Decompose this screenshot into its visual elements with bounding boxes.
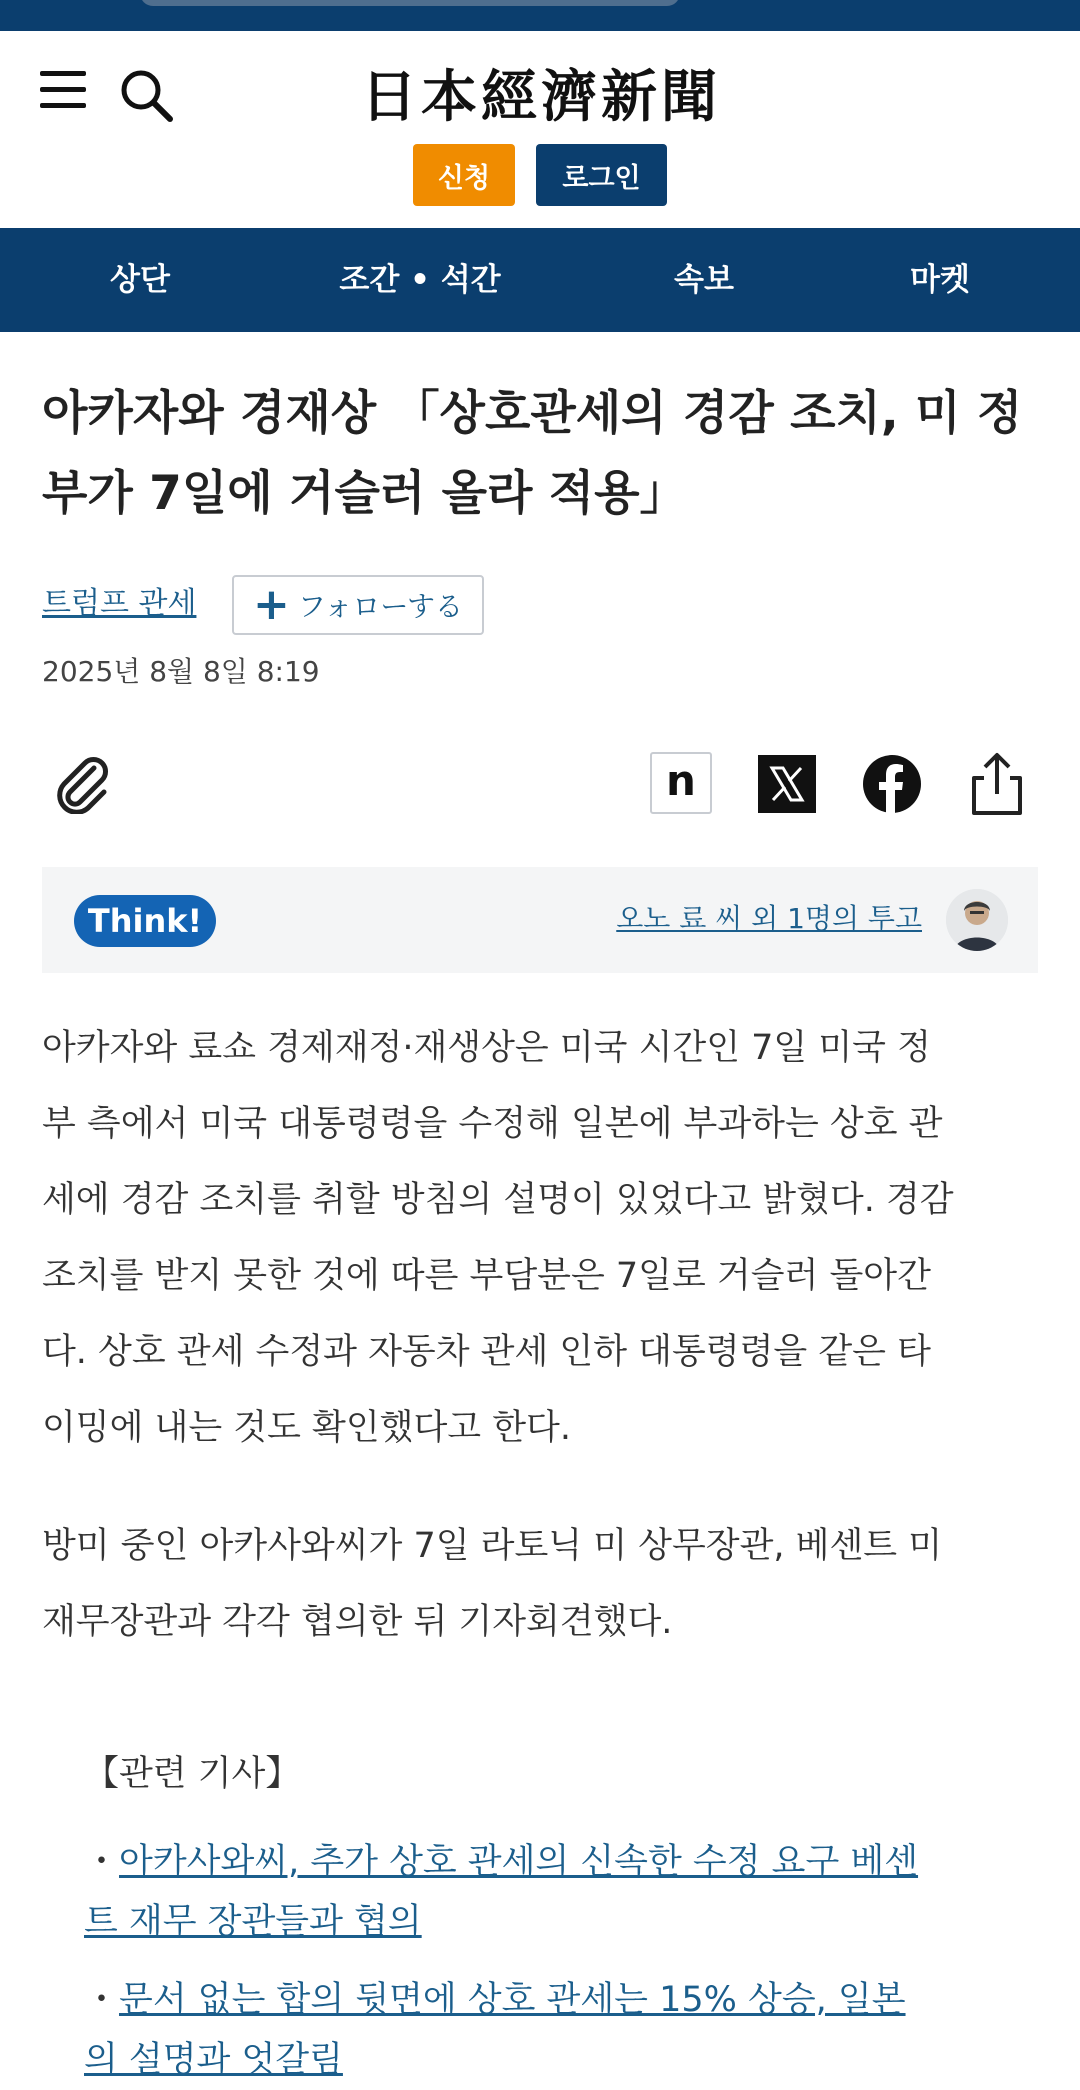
paragraph-line: 재무장관과 각각 협의한 뒤 기자회견했다. bbox=[42, 1602, 673, 1642]
status-strip bbox=[0, 0, 1080, 31]
nav-item-top[interactable]: 상단 bbox=[110, 262, 170, 298]
related-articles-title: 【관련 기사】 bbox=[84, 1754, 301, 1794]
topic-link[interactable]: 트럼프 관세 bbox=[42, 586, 197, 621]
apply-button[interactable]: 신청 bbox=[413, 144, 515, 206]
nav-item-market[interactable]: 마켓 bbox=[910, 262, 970, 298]
related-article-item bbox=[84, 1832, 1004, 1952]
paperclip-icon[interactable] bbox=[54, 754, 112, 814]
article-paragraph-2 bbox=[42, 1508, 1038, 1660]
follow-button[interactable] bbox=[232, 575, 484, 635]
paragraph-line: 세에 경감 조치를 취할 방침의 설명이 있었다고 밝혔다. 경감 bbox=[42, 1180, 954, 1220]
paragraph-line: 이밍에 내는 것도 확인했다고 한다. bbox=[42, 1408, 571, 1448]
avatar[interactable] bbox=[946, 889, 1008, 951]
paragraph-line: 아카자와 료쇼 경제재정·재생상은 미국 시간인 7일 미국 정 bbox=[42, 1028, 931, 1068]
paragraph-line: 부 측에서 미국 대통령령을 수정해 일본에 부과하는 상호 관 bbox=[42, 1104, 943, 1144]
bullet: ・ bbox=[84, 1980, 120, 2020]
url-bar-edge bbox=[140, 0, 680, 6]
think-contributors-link[interactable]: 오노 료 씨 외 1명의 투고 bbox=[616, 902, 922, 935]
paragraph-line: 조치를 받지 못한 것에 따른 부담분은 7일로 거슬러 돌아간 bbox=[42, 1256, 931, 1296]
hamburger-menu-icon[interactable] bbox=[40, 71, 86, 111]
plus-icon: + bbox=[252, 579, 290, 630]
publish-date: 2025년 8월 8일 8:19 bbox=[42, 655, 320, 688]
nav-item-morning-evening[interactable]: 조간 • 석간 bbox=[339, 262, 501, 298]
x-share-icon[interactable] bbox=[758, 755, 816, 813]
article-headline bbox=[42, 374, 1042, 534]
search-icon[interactable] bbox=[118, 67, 174, 123]
login-button[interactable]: 로그인 bbox=[536, 144, 667, 206]
bullet: ・ bbox=[84, 1842, 120, 1882]
related-article-item bbox=[84, 1970, 1004, 2090]
follow-label: フォローする bbox=[297, 590, 464, 623]
nav-item-breaking[interactable]: 속보 bbox=[674, 262, 734, 298]
paragraph-line: 다. 상호 관세 수정과 자동차 관세 인하 대통령령을 같은 타 bbox=[42, 1332, 931, 1372]
share-icon[interactable] bbox=[970, 752, 1024, 816]
think-badge[interactable]: Think! bbox=[74, 895, 216, 947]
related-article-link[interactable]: 문서 없는 합의 뒷면에 상호 관세는 15% 상승, 일본 bbox=[119, 1980, 906, 2020]
related-article-link[interactable]: 아카사와씨, 추가 상호 관세의 신속한 수정 요구 베센 bbox=[119, 1842, 919, 1882]
article-paragraph-1 bbox=[42, 1010, 1038, 1466]
related-article-link-cont[interactable]: 의 설명과 엇갈림 bbox=[84, 2040, 343, 2080]
related-article-link-cont[interactable]: 트 재무 장관들과 협의 bbox=[84, 1902, 422, 1942]
paragraph-line: 방미 중인 아카사와씨가 7일 라토닉 미 상무장관, 베센트 미 bbox=[42, 1526, 943, 1566]
headline-line-2: 부가 7일에 거슬러 올라 적용」 bbox=[42, 466, 687, 521]
headline-line-1: 아카자와 경재상 「상호관세의 경감 조치, 미 정 bbox=[42, 386, 1023, 441]
site-header bbox=[0, 31, 1080, 228]
section-nav bbox=[0, 228, 1080, 332]
think-box bbox=[42, 867, 1038, 973]
site-logo[interactable]: 日本經濟新聞 bbox=[361, 64, 721, 130]
n-share-icon[interactable]: n bbox=[650, 752, 712, 814]
facebook-icon[interactable] bbox=[862, 754, 922, 814]
